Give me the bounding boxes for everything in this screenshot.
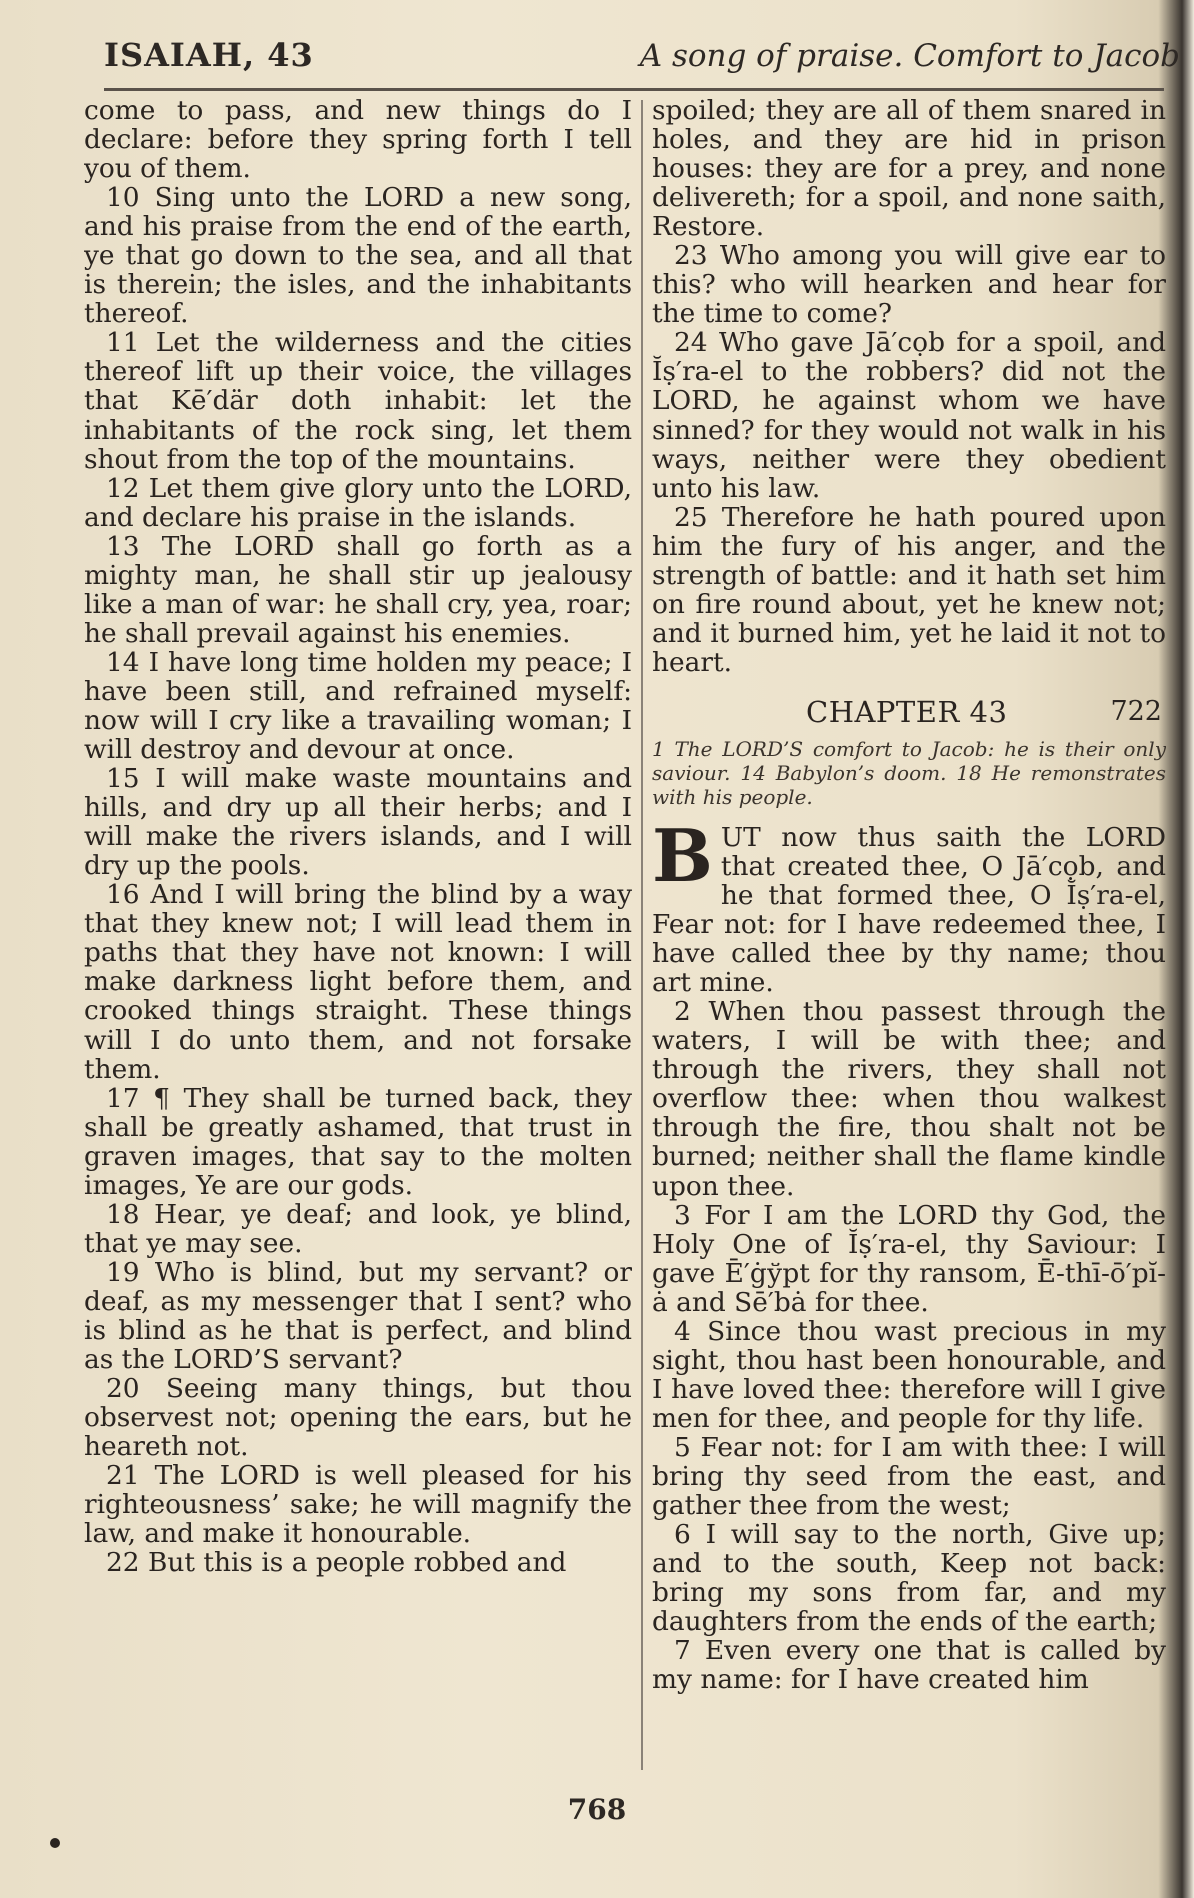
right-column bbox=[652, 96, 1166, 1778]
first-verse bbox=[652, 812, 1166, 999]
verse: 13 The LORD shall go forth as a mighty man, he shall stir up jealousy like a man of war: he shall cry, yea, roar; he shall prevail against his enemies. bbox=[84, 530, 632, 649]
book-chapter-title: ISAIAH, 43 bbox=[104, 36, 314, 74]
verse: 15 I will make waste mountains and hills, and dry up all their herbs; and I will make the rivers islands, and I will dry up the pools. bbox=[84, 763, 632, 882]
drop-cap: B bbox=[652, 812, 713, 898]
verse: 16 And I will bring the blind by a way that they knew not; I will lead them in paths that they have not known: I will make darkness light before them, and crooked things straight. These things will I do unto them, and not forsake them. bbox=[84, 879, 632, 1085]
page-number: 768 bbox=[567, 1793, 627, 1826]
verse: 12 Let them give glory unto the LORD, and declare his praise in the islands. bbox=[84, 472, 632, 533]
verse: 20 Seeing many things, but thou observest not; opening the ears, but he heareth not. bbox=[84, 1373, 632, 1463]
verse: 7 Even every one that is called by my name: for I have created him bbox=[652, 1635, 1166, 1696]
verse: 5 Fear not: for I am with thee: I will bring thy seed from the east, and gather thee from the west; bbox=[652, 1431, 1166, 1522]
verse: 4 Since thou wast precious in my sight, thou hast been honourable, and I have loved thee: therefore will I give men for thee, and people for thy life. bbox=[652, 1315, 1166, 1434]
verse: 10 Sing unto the LORD a new song, and his praise from the end of the earth, ye that go down to the sea, and all that is therein; the isles, and the inhabitants thereof. bbox=[84, 182, 632, 330]
verse: spoiled; they are all of them snared in holes, and they are hid in prison houses: they are for a prey, and none delivereth; for a spoil, and none saith, Restore. bbox=[652, 96, 1166, 243]
verse: 3 For I am the LORD thy God, the Holy One of Ĭṣ′ra-el, thy Saviour: I gave Ē′ġўpt for thy ransom, Ē-thī-ō′pĭ-ȧ and Sē′bȧ for thee. bbox=[652, 1199, 1166, 1318]
left-column bbox=[84, 96, 632, 1778]
chapter-reference-number: 722 bbox=[1110, 695, 1162, 727]
verse: 21 The LORD is well pleased for his righteousness’ sake; he will magnify the law, and make it honourable. bbox=[84, 1460, 632, 1550]
column-divider bbox=[641, 100, 643, 1770]
chapter-summary: 1 The LORD’S comfort to Jacob: he is their only saviour. 14 Babylon’s doom. 18 He remonstrates with his people. bbox=[652, 736, 1166, 809]
verse: 24 Who gave Jā′cọb for a spoil, and Ĭṣ′ra-el to the robbers? did not the LORD, he against whom we have sinned? for they would not walk in his ways, neither were they obedient unto his law. bbox=[652, 327, 1166, 504]
verse: 25 Therefore he hath poured upon him the fury of his anger, and the strength of battle: and it hath set him on fire round about, yet he knew not; and it burned him, yet he laid it not to heart. bbox=[652, 501, 1166, 678]
verse: 23 Who among you will give ear to this? who will hearken and hear for the time to come? bbox=[652, 240, 1166, 330]
verse: 2 When thou passest through the waters, I will be with thee; and through the rivers, they shall not overflow thee: when thou walkest through the fire, thou shalt not be burned; neither shall the flame kindle upon thee. bbox=[652, 996, 1166, 1202]
verse: 11 Let the wilderness and the cities thereof lift up their voice, the villages that Kē′där doth inhabit: let the inhabitants of the rock sing, let them shout from the top of the mountains. bbox=[84, 327, 632, 475]
verse: 19 Who is blind, but my servant? or deaf, as my messenger that I sent? who is blind as he that is perfect, and blind as the LORD’S servant? bbox=[84, 1256, 632, 1376]
verse: 18 Hear, ye deaf; and look, ye blind, that ye may see. bbox=[84, 1198, 632, 1259]
verse: come to pass, and new things do I declare: before they spring forth I tell you of them. bbox=[84, 96, 632, 185]
chapter-heading bbox=[652, 695, 1166, 729]
page-topic: A song of praise. Comfort to Jacob bbox=[639, 38, 1180, 74]
verse: 17 ¶ They shall be turned back, they shall be greatly ashamed, that trust in graven images, that say to the molten images, Ye are our gods. bbox=[84, 1082, 632, 1201]
chapter-title: CHAPTER 43 bbox=[806, 694, 1008, 729]
verse: 22 But this is a people robbed and bbox=[106, 1547, 567, 1579]
first-verse-text: UT now thus saith the LORD that created thee, O Jā′cọb, and he that formed thee, O Ĭṣ′ra-el, Fear not: for I have redeemed thee, I have called thee by thy name; thou art mine. bbox=[652, 821, 1166, 999]
verse: 6 I will say to the north, Give up; and to the south, Keep not back: bring my sons from far, and my daughters from the ends of the earth; bbox=[652, 1519, 1166, 1638]
verse: 14 I have long time holden my peace; I have been still, and refrained myself: now will I cry like a travailing woman; I will destroy and devour at once. bbox=[84, 646, 632, 766]
header-rule bbox=[104, 88, 1164, 91]
ink-spot bbox=[50, 1838, 60, 1848]
